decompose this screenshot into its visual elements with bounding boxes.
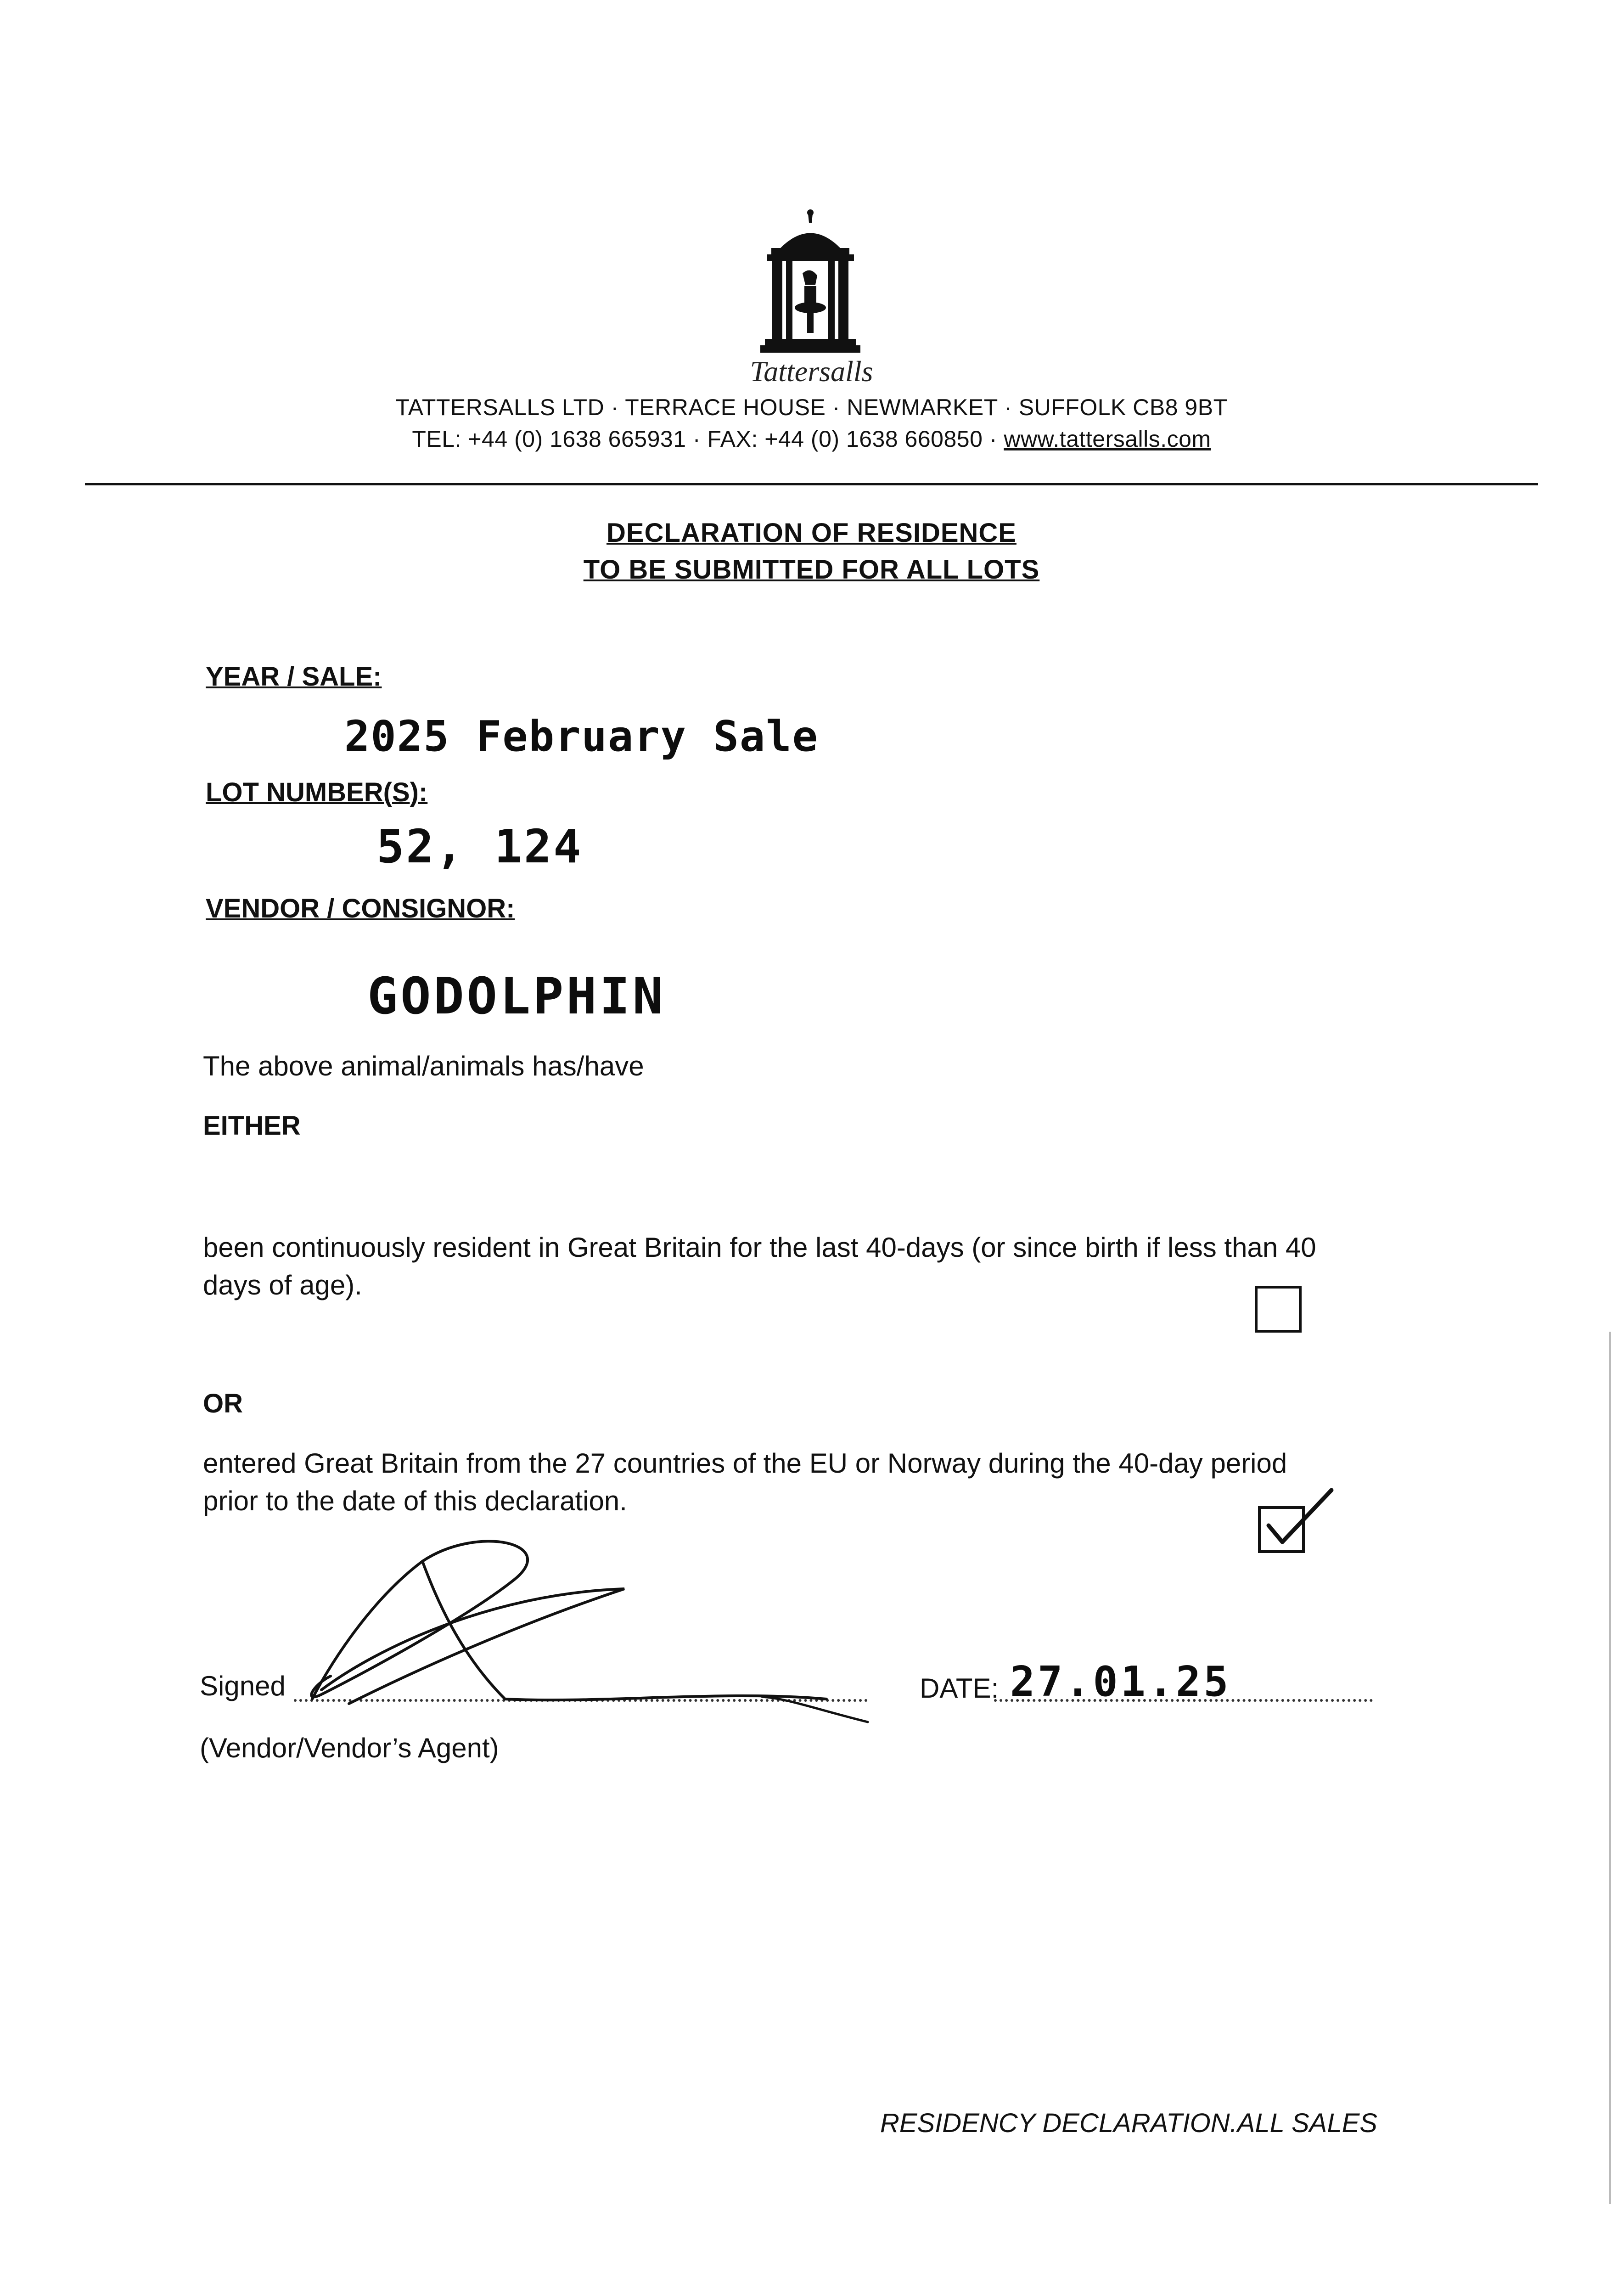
option2-line2: prior to the date of this declaration. [203, 1486, 627, 1516]
form-subtitle: TO BE SUBMITTED FOR ALL LOTS [583, 555, 1040, 585]
company-contact [0, 426, 1623, 452]
date-value[interactable]: 27.01.25 [1010, 1658, 1231, 1706]
signer-role: (Vendor/Vendor’s Agent) [200, 1733, 499, 1763]
company-address: TATTERSALLS LTD · TERRACE HOUSE · NEWMARKET · SUFFOLK CB8 9BT [395, 394, 1228, 420]
either-label: EITHER [203, 1111, 301, 1141]
or-label: OR [203, 1389, 243, 1418]
vendor-label: VENDOR / CONSIGNOR: [206, 894, 515, 923]
tattersalls-logo [748, 209, 872, 356]
signed-label: Signed [200, 1671, 286, 1701]
year-sale-value[interactable]: 2025 February Sale [344, 712, 819, 761]
brand-name: Tattersalls [750, 355, 873, 388]
checkmark-icon [1260, 1483, 1338, 1552]
date-label: DATE: [920, 1673, 999, 1704]
contact-phone-fax: TEL: +44 (0) 1638 665931 · FAX: +44 (0) 1638 660850 · [412, 426, 1004, 452]
option1-line2: days of age). [203, 1270, 362, 1300]
declaration-intro: The above animal/animals has/have [203, 1051, 644, 1081]
cupola-emblem-icon [748, 209, 872, 356]
form-title: DECLARATION OF RESIDENCE [607, 518, 1016, 548]
form-footer: RESIDENCY DECLARATION.ALL SALES [880, 2108, 1377, 2138]
vendor-value[interactable]: GODOLPHIN [367, 967, 666, 1025]
website-link[interactable]: www.tattersalls.com [1004, 426, 1211, 452]
handwritten-signature[interactable] [285, 1534, 882, 1727]
lot-numbers-value[interactable]: 52, 124 [376, 820, 583, 873]
scan-edge-line [1609, 1332, 1611, 2204]
year-sale-label: YEAR / SALE: [206, 662, 382, 692]
header-divider [85, 483, 1538, 485]
lot-numbers-label: LOT NUMBER(S): [206, 777, 428, 807]
option2-line1: entered Great Britain from the 27 countries of the EU or Norway during the 40-day period [203, 1448, 1287, 1479]
option1-line1: been continuously resident in Great Britain for the last 40-days (or since birth if less than 40 [203, 1232, 1316, 1263]
option1-checkbox[interactable] [1255, 1286, 1302, 1333]
